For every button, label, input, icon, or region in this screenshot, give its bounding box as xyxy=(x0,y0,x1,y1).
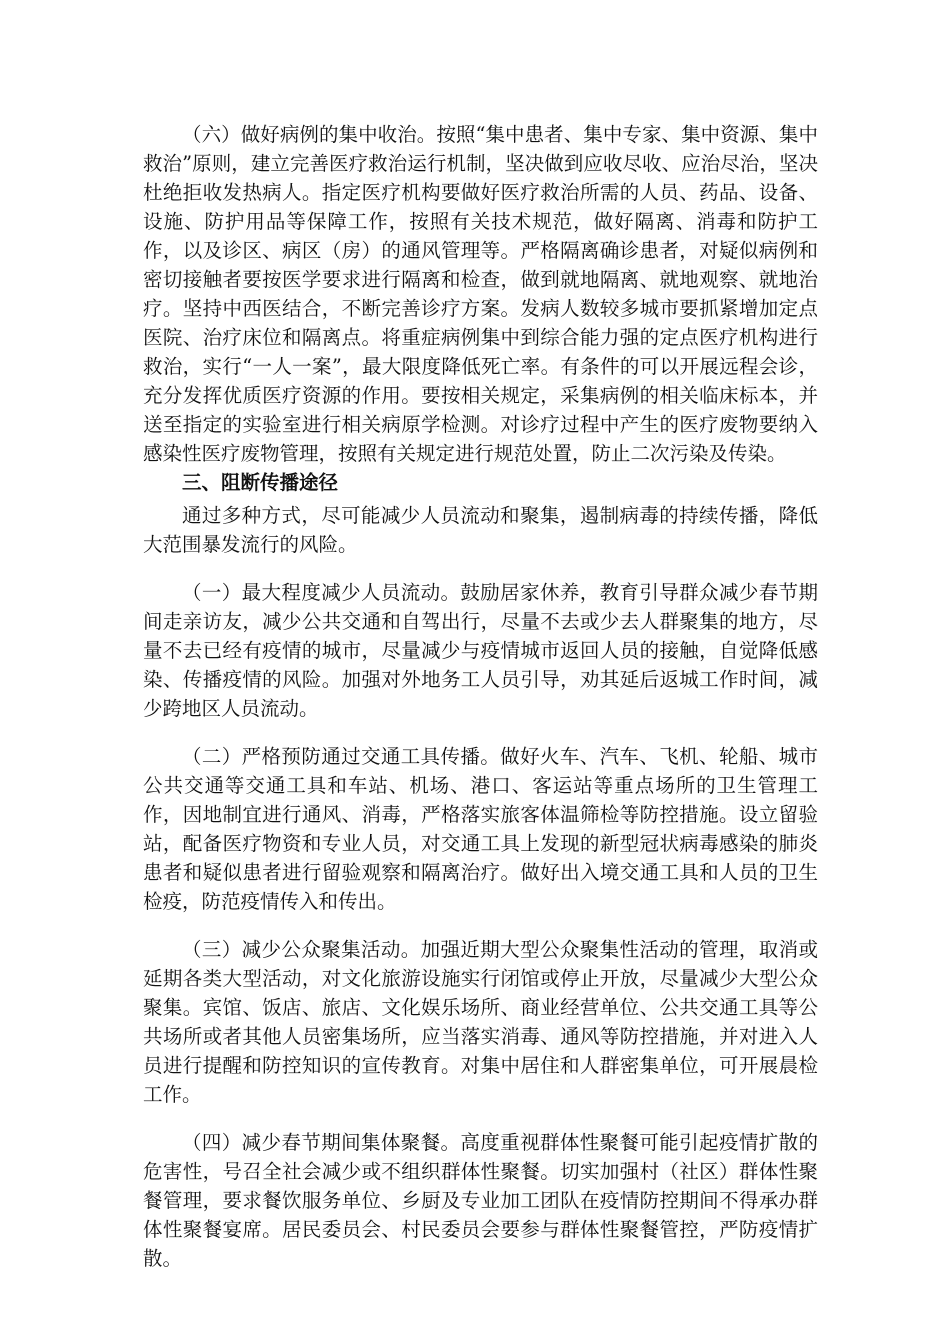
section-intro: 通过多种方式，尽可能减少人员流动和聚集，遏制病毒的持续传播，降低大范围暴发流行的风险。 xyxy=(143,504,818,556)
paragraph-reduce-mobility: （一）最大程度减少人员流动。鼓励居家休养，教育引导群众减少春节期间走亲访友，减少公共交通和自驾出行，尽量不去或少去人群聚集的地方，尽量不去已经有疫情的城市，尽量减少与疫情城市返回人员的接触，自觉降低感染、传播疫情的风险。加强对外地务工人员引导，劝其延后返城工作时间，减少跨地区人员流动。 xyxy=(143,581,818,720)
document-page xyxy=(143,120,818,1273)
paragraph-reduce-gatherings: （三）减少公众聚集活动。加强近期大型公众聚集性活动的管理，取消或延期各类大型活动，对文化旅游设施实行闭馆或停止开放，尽量减少大型公众聚集。宾馆、饭店、旅店、文化娱乐场所、商业经营单位、公共交通工具等公共场所或者其他人员密集场所，应当落实消毒、通风等防控措施，并对进入人员进行提醒和防控知识的宣传教育。对集中居住和人群密集单位，可开展晨检工作。 xyxy=(143,938,818,1106)
paragraph-reduce-group-dining: （四）减少春节期间集体聚餐。高度重视群体性聚餐可能引起疫情扩散的危害性，号召全社会减少或不组织群体性聚餐。切实加强村（社区）群体性聚餐管理，要求餐饮服务单位、乡厨及专业加工团队在疫情防控期间不得承办群体性聚餐宴席。居民委员会、村民委员会要参与群体性聚餐管控，严防疫情扩散。 xyxy=(143,1131,818,1270)
section-heading-block-transmission: 三、阻断传播途径 xyxy=(182,471,339,494)
paragraph-centralized-treatment: （六）做好病例的集中收治。按照“集中患者、集中专家、集中资源、集中救治”原则，建立完善医疗救治运行机制，坚决做到应收尽收、应治尽治，坚决杜绝拒收发热病人。指定医疗机构要做好医疗救治所需的人员、药品、设备、设施、防护用品等保障工作，按照有关技术规范，做好隔离、消毒和防护工作，以及诊区、病区（房）的通风管理等。严格隔离确诊患者，对疑似病例和密切接触者要按医学要求进行隔离和检查，做到就地隔离、就地观察、就地治疗。坚持中西医结合，不断完善诊疗方案。发病人数较多城市要抓紧增加定点医院、治疗床位和隔离点。将重症病例集中到综合能力强的定点医疗机构进行救治，实行“一人一案”，最大限度降低死亡率。有条件的可以开展远程会诊，充分发挥优质医疗资源的作用。要按相关规定，采集病例的相关临床标本，并送至指定的实验室进行相关病原学检测。对诊疗过程中产生的医疗废物要纳入感染性医疗废物管理，按照有关规定进行规范处置，防止二次污染及传染。 xyxy=(143,123,818,465)
paragraph-transport-prevention: （二）严格预防通过交通工具传播。做好火车、汽车、飞机、轮船、城市公共交通等交通工具和车站、机场、港口、客运站等重点场所的卫生管理工作，因地制宜进行通风、消毒，严格落实旅客体温筛检等防控措施。设立留验站，配备医疗物资和专业人员，对交通工具上发现的新型冠状病毒感染的肺炎患者和疑似患者进行留验观察和隔离治疗。做好出入境交通工具和人员的卫生检疫，防范疫情传入和传出。 xyxy=(143,745,818,913)
